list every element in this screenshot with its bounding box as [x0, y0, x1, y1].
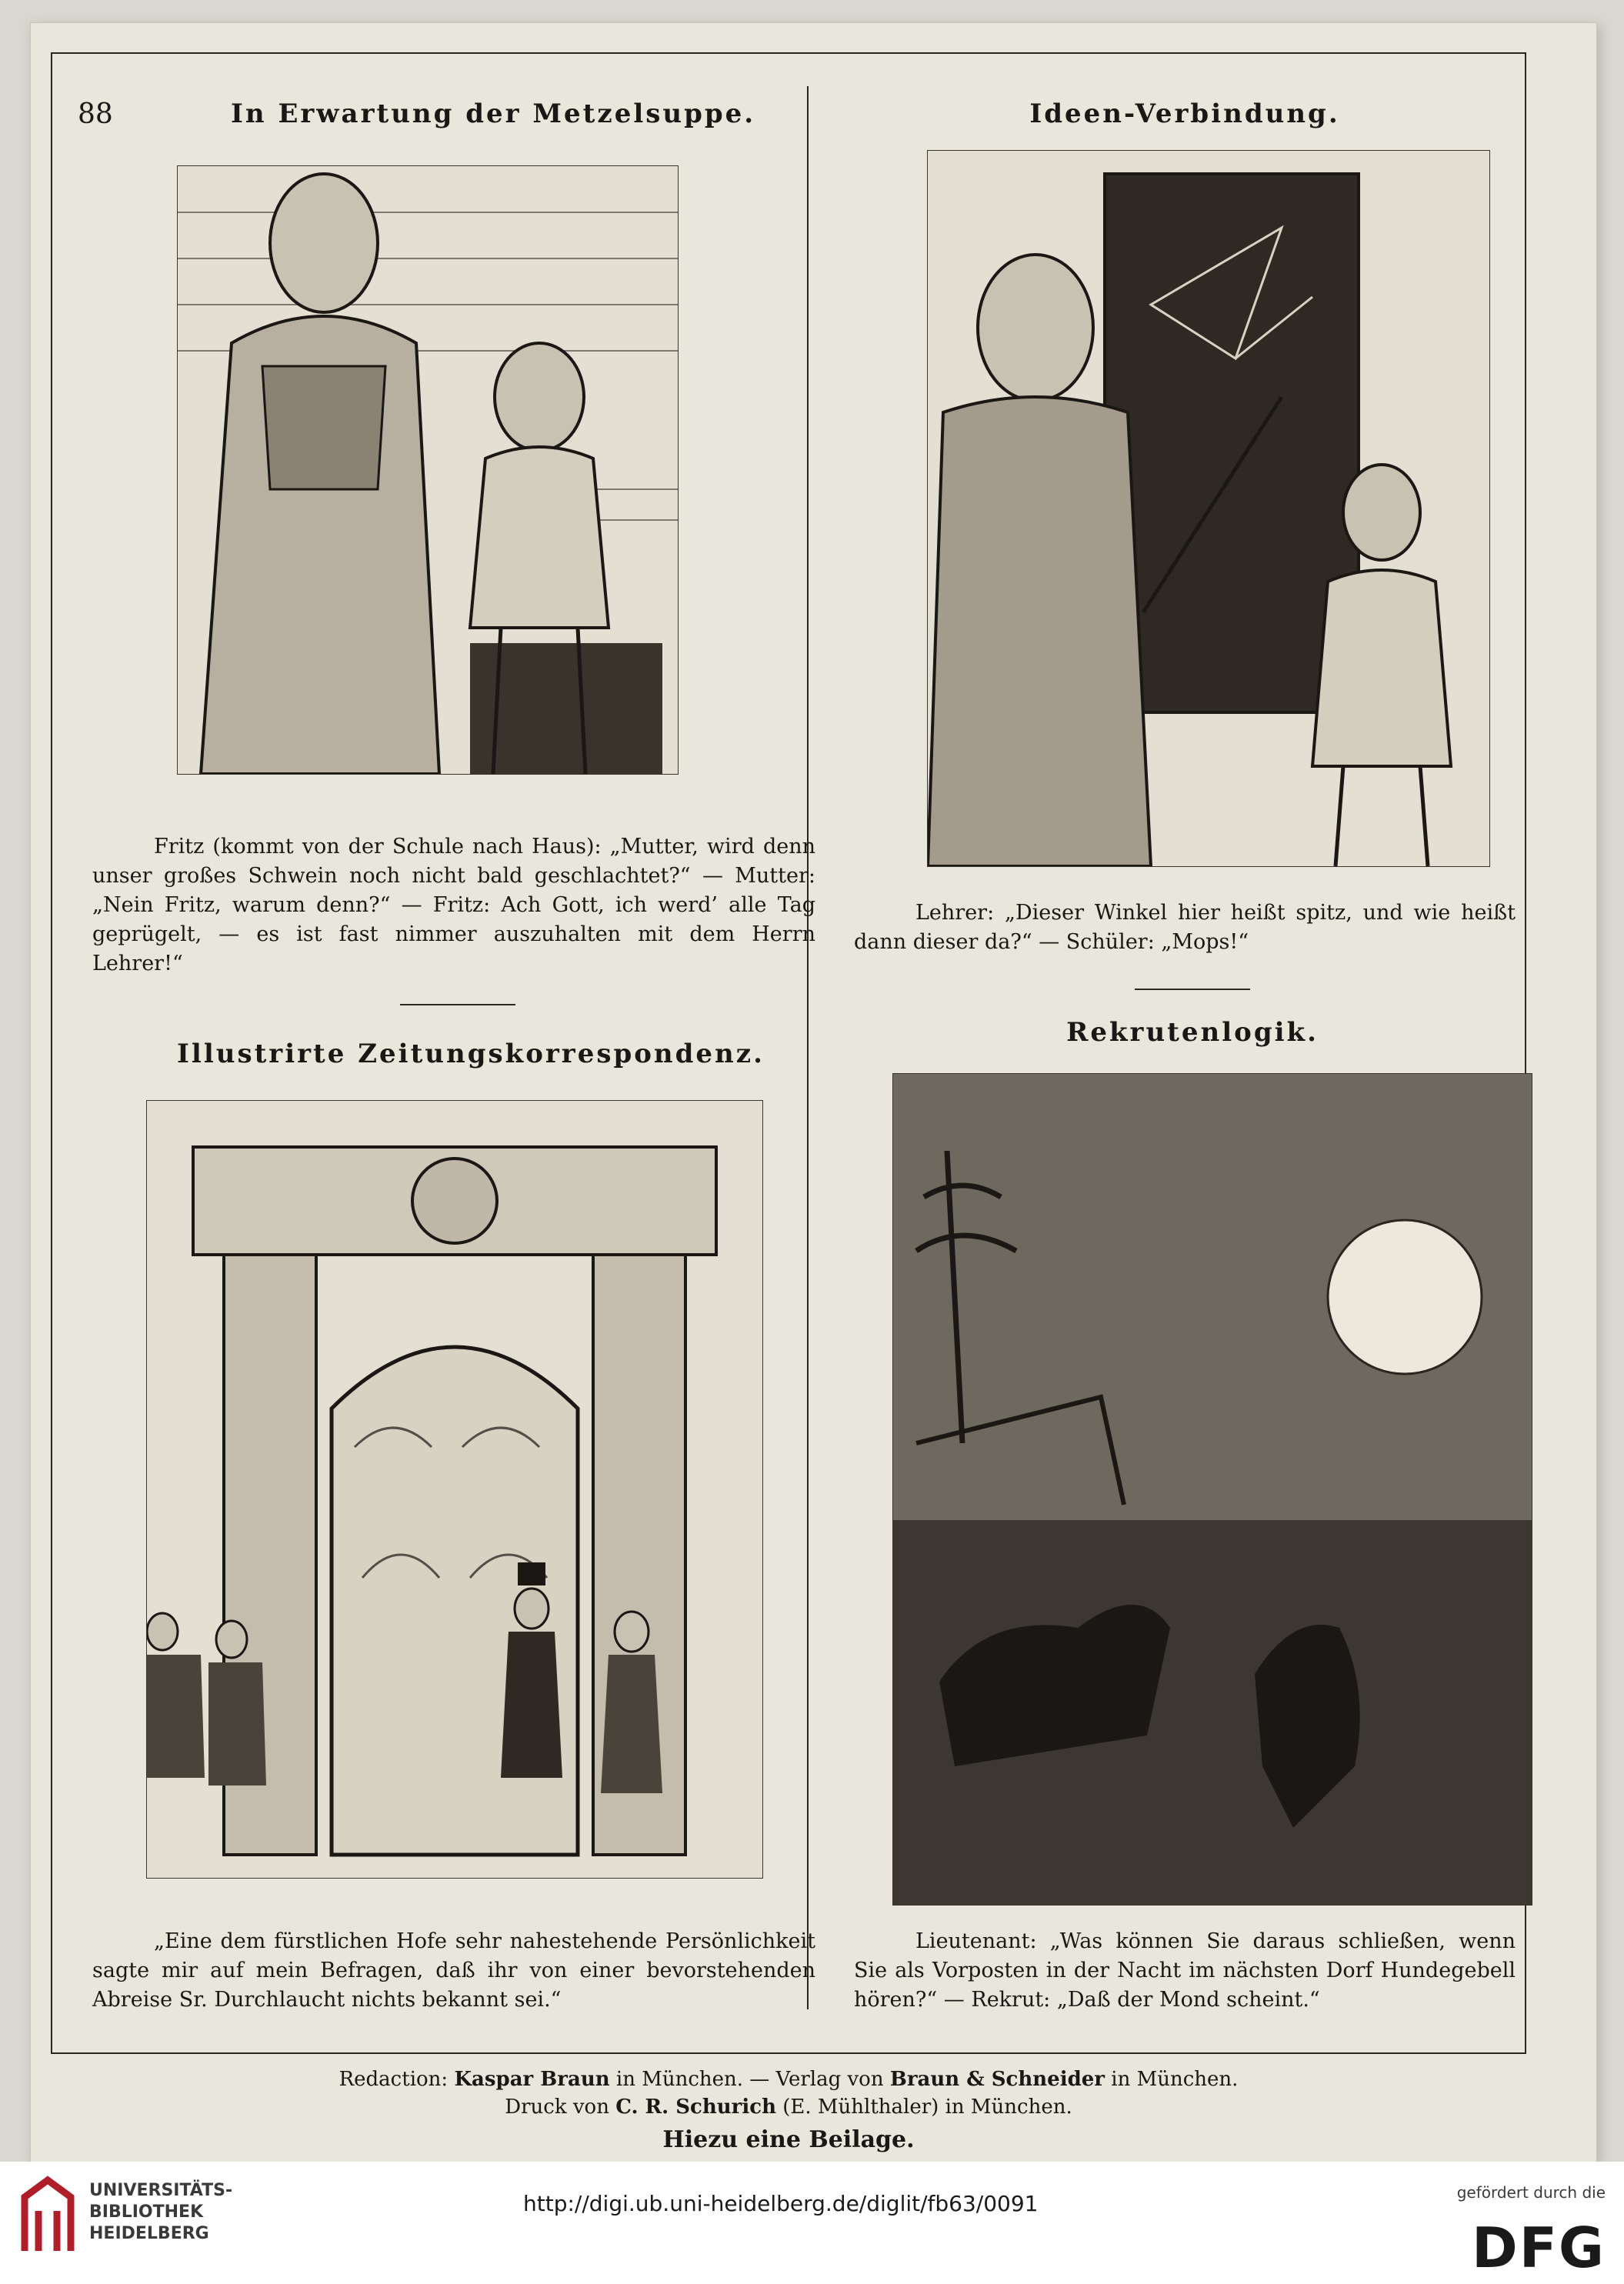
- library-name-line-2: BIBLIOTHEK: [89, 2202, 204, 2222]
- imprint-city: in München.: [1105, 2068, 1239, 2091]
- imprint-printer-detail: (E. Mühlthaler) in München.: [776, 2096, 1072, 2119]
- imprint-printer-label: Druck von: [505, 2096, 616, 2119]
- digitization-footer: [0, 2162, 1624, 2284]
- dfg-logo: DFG: [1471, 2216, 1606, 2280]
- caption-bottom-right: Lieutenant: „Was können Sie daraus schließen, wenn Sie als Vorposten in der Nacht im nächsten Dorf Hundegebell hören?“ — Rekrut: „Daß der Mond scheint.“: [854, 1929, 1516, 2012]
- caption-top-left: Fritz (kommt von der Schule nach Haus): „Mutter, wird denn unser großes Schwein noch nicht bald geschlachtet?“ — Mutter: „Nein Fritz, warum denn?“ — Fritz: Ach Gott, ich werd’ alle Tag geprügelt, — es ist fast nimmer auszuhalten mit dem Herrn Lehrer!“: [92, 835, 815, 975]
- mother-and-boy-illustration: [177, 165, 679, 775]
- page-number: 88: [78, 98, 113, 130]
- teacher-and-pupil-illustration: [927, 150, 1490, 867]
- library-name: [89, 2180, 232, 2245]
- imprint-publisher: Braun & Schneider: [889, 2068, 1105, 2091]
- library-name-line-1: UNIVERSITÄTS-: [89, 2181, 233, 2200]
- imprint-line-1: [231, 2068, 1346, 2091]
- imprint-publisher-label: in München. — Verlag von: [609, 2068, 890, 2091]
- rule-top-right: [1135, 989, 1250, 990]
- imprint-editorial-label: Redaction:: [338, 2068, 455, 2091]
- imprint-line-2: [231, 2096, 1346, 2119]
- imprint-supplement-note: Hiezu eine Beilage.: [662, 2126, 915, 2153]
- funded-by-label: gefördert durch die: [1456, 2183, 1606, 2202]
- university-library-logo: [17, 2174, 77, 2259]
- palace-gate-illustration: [146, 1100, 763, 1879]
- caption-bottom-left: „Eine dem fürstlichen Hofe sehr nahestehende Persönlichkeit sagte mir auf mein Befragen, daß ihr von einer bevorstehenden Abreise Sr. Durchlaucht nichts bekannt sei.“: [92, 1929, 815, 2012]
- caption-top-right: Lehrer: „Dieser Winkel hier heißt spitz, und wie heißt dann dieser da?“ — Schüler: „Mops!“: [854, 901, 1516, 954]
- permalink-url[interactable]: http://digi.ub.uni-heidelberg.de/diglit/fb63/0091: [523, 2191, 1039, 2216]
- title-top-left: In Erwartung der Metzelsuppe.: [231, 98, 756, 129]
- rule-top-left: [400, 1004, 515, 1005]
- column-divider: [807, 86, 809, 2009]
- title-top-right: Ideen-Verbindung.: [1029, 98, 1340, 129]
- dogs-and-moon-illustration: [892, 1073, 1532, 1906]
- imprint-printer: C. R. Schurich: [615, 2096, 776, 2119]
- imprint-editor: Kaspar Braun: [454, 2068, 610, 2091]
- title-bottom-right: Rekrutenlogik.: [1066, 1017, 1319, 1048]
- library-name-line-3: HEIDELBERG: [89, 2224, 209, 2243]
- title-bottom-left: Illustrirte Zeitungskorrespondenz.: [177, 1039, 765, 1069]
